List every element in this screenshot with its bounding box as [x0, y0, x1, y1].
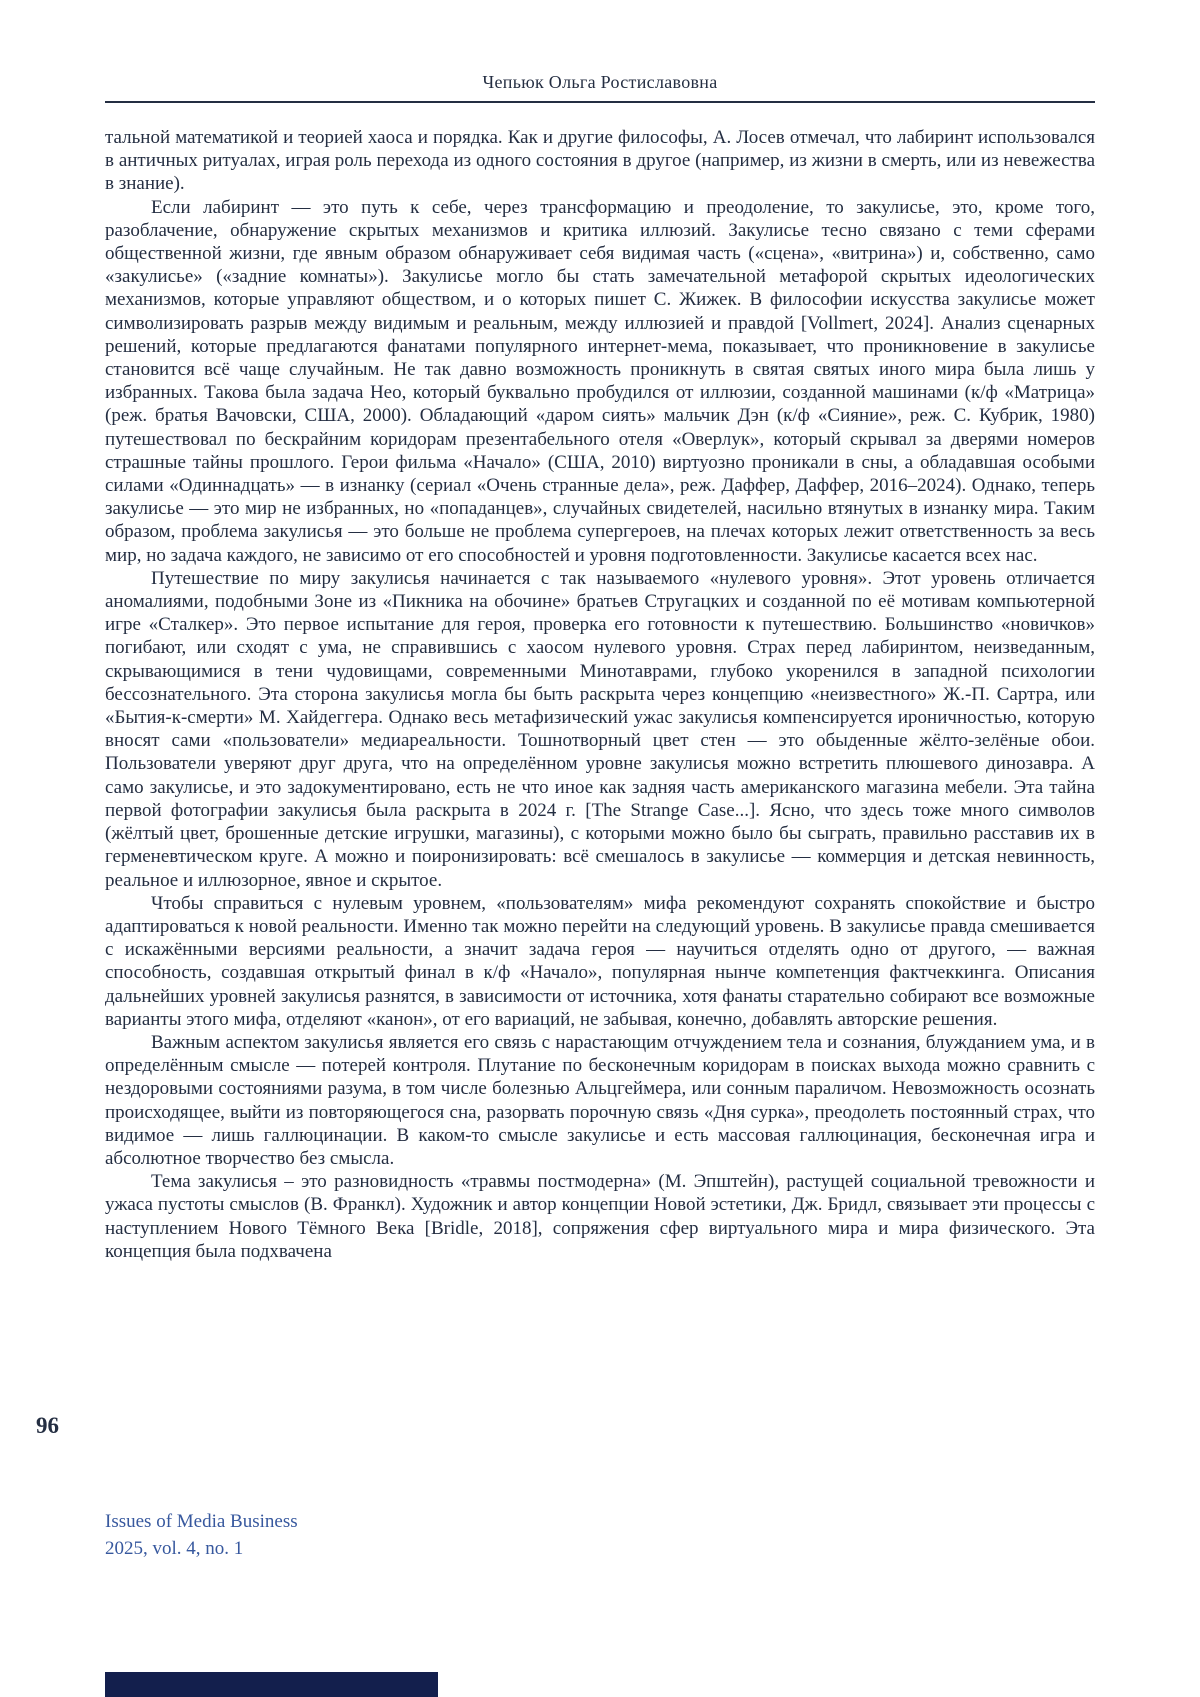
paragraph: Если лабиринт — это путь к себе, через трансформацию и преодоление, то закулисье, это, кроме того, разоблачение, обнаружение скрытых механизмов и критика иллюзий. Закулисье тесно связано с теми сферами общественной жизни, где явным образом обнаруживает себя видимая часть («сцена», «витрина») и, собственно, само «закулисье» («задние комнаты»). Закулисье могло бы стать замечательной метафорой скрытых идеологических механизмов, которые управляют обществом, и о которых пишет С. Жижек. В философии искусства закулисье может символизировать разрыв между видимым и реальным, между иллюзией и правдой [Vollmert, 2024]. Анализ сценарных решений, которые предлагаются фанатами популярного интернет-мема, показывает, что проникновение в закулисье становится всё чаще случайным. Не так давно возможность проникнуть в святая святых иного мира была лишь у избранных. Такова была задача Нео, который буквально пробудился от иллюзии, созданной машинами (к/ф «Матрица» (реж. братья Вачовски, США, 2000). Обладающий «даром сиять» мальчик Дэн (к/ф «Сияние», реж. С. Кубрик, 1980) путешествовал по бескрайним коридорам презентабельного отеля «Оверлук», который скрывал за дверями номеров страшные тайны прошлого. Герои фильма «Начало» (США, 2010) виртуозно проникали в сны, а обладавшая особыми силами «Одиннадцать» — в изнанку (сериал «Очень странные дела», реж. Даффер, Даффер, 2016–2024). Однако, теперь закулисье — это мир не избранных, но «попаданцев», случайных свидетелей, насильно втянутых в изнанку мира. Таким образом, проблема закулисья — это больше не проблема супергероев, на плечах которых лежит ответственность за весь мир, но задача каждого, не зависимо от его способностей и уровня подготовленности. Закулисье касается всех нас.: [105, 196, 1095, 566]
running-header: Чепьюк Ольга Ростиславовна: [482, 72, 718, 92]
paragraph: Тема закулисья – это разновидность «травмы постмодерна» (М. Эпштейн), растущей социальной тревожности и ужаса пустоты смыслов (В. Франкл). Художник и автор концепции Новой эстетики, Дж. Бридл, связывает эти процессы с наступлением Нового Тёмного Века [Bridle, 2018], сопряжения сфер виртуального мира и мира физического. Эта концепция была подхвачена: [105, 1171, 1095, 1262]
bottom-bar: [105, 1672, 438, 1697]
header-rule: [105, 101, 1095, 103]
journal-issue: 2025, vol. 4, no. 1: [105, 1538, 244, 1559]
paragraph: Важным аспектом закулисья является его связь с нарастающим отчуждением тела и сознания, блужданием ума, и в определённым смысле — потерей контроля. Плутание по бесконечным коридорам в поисках выхода можно сравнить с нездоровыми состояниями разума, в том числе болезнью Альцгеймера, или сонным параличом. Невозможность осознать происходящее, выйти из повторяющегося сна, разорвать порочную связь «Дня сурка», преодолеть постоянный страх, что видимое — лишь галлюцинации. В каком-то смысле закулисье и есть массовая галлюцинация, бесконечная игра и абсолютное творчество без смысла.: [105, 1031, 1095, 1169]
article-body: [105, 126, 1095, 1263]
journal-name: Issues of Media Business: [105, 1511, 298, 1532]
paragraph: Путешествие по миру закулисья начинается с так называемого «нулевого уровня». Этот уровень отличается аномалиями, подобными Зоне из «Пикника на обочине» братьев Стругацких и созданной по её мотивам компьютерной игре «Сталкер». Это первое испытание для героя, проверка его готовности к путешествию. Большинство «новичков» погибают, или сходят с ума, не справившись с хаосом нулевого уровня. Страх перед лабиринтом, неизведанным, скрывающимися в тени чудовищами, современными Минотаврами, глубоко укоренился в западной психологии бессознательного. Эта сторона закулисья могла бы быть раскрыта через концепцию «неизвестного» Ж.-П. Сартра, или «Бытия-к-смерти» М. Хайдеггера. Однако весь метафизический ужас закулисья компенсируется ироничностью, которую вносят сами «пользователи» медиареальности. Тошнотворный цвет стен — это обыденные жёлто-зелёные обои. Пользователи уверяют друг друга, что на определённом уровне закулисья можно встретить плюшевого динозавра. А само закулисье, и это задокументировано, есть не что иное как задняя часть американского магазина мебели. Эта тайна первой фотографии закулисья была раскрыта в 2024 г. [The Strange Case...]. Ясно, что здесь тоже много символов (жёлтый цвет, брошенные детские игрушки, магазины), с которыми можно было бы сыграть, правильно расставив их в герменевтическом круге. А можно и поиронизировать: всё смешалось в закулисье — коммерция и детская невинность, реальное и иллюзорное, явное и скрытое.: [105, 567, 1095, 891]
journal-footer: [105, 1508, 298, 1562]
page-number: 96: [36, 1413, 59, 1438]
paragraph: Чтобы справиться с нулевым уровнем, «пользователям» мифа рекомендуют сохранять спокойствие и быстро адаптироваться к новой реальности. Именно так можно перейти на следующий уровень. В закулисье правда смешивается с искажёнными версиями реальности, а значит задача героя — научиться отделять одно от другого, — важная способность, создавшая открытый финал в к/ф «Начало», популярная нынче компетенция фактчеккинга. Описания дальнейших уровней закулисья разнятся, в зависимости от источника, хотя фанаты старательно собирают все возможные варианты этого мифа, отделяют «канон», от его вариаций, не забывая, конечно, добавлять авторские решения.: [105, 892, 1095, 1030]
paragraph: тальной математикой и теорией хаоса и порядка. Как и другие философы, А. Лосев отмечал, что лабиринт использовался в античных ритуалах, играя роль перехода из одного состояния в другое (например, из жизни в смерть, или из невежества в знание).: [105, 127, 1095, 195]
